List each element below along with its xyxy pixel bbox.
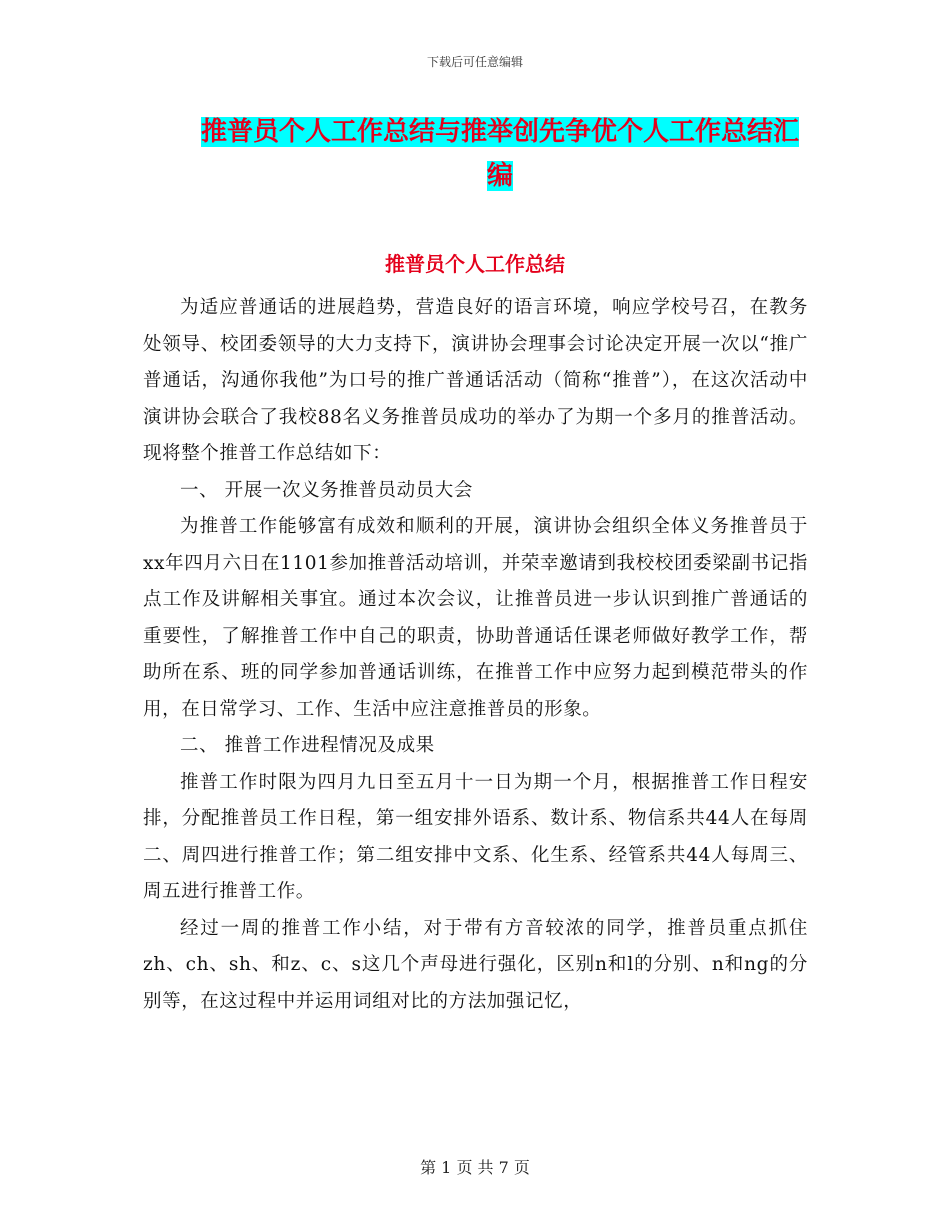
paragraph: 推普工作时限为四月九日至五月十一日为期一个月，根据推普工作日程安排，分配推普员工作日程，第一组安排外语系、数计系、物信系共44人在每周二、周四进行推普工作；第二组安排中文系、化生系、经管系共44人每周三、周五进行推普工作。 [143,771,808,902]
paragraph: 二、 推普工作进程情况及成果 [180,735,435,756]
document-title-text: 推普员个人工作总结与推举创先争优个人工作总结汇编 [200,117,799,191]
paragraph: 经过一周的推普工作小结，对于带有方音较浓的同学，推普员重点抓住zh、ch、sh、和z、c、s这几个声母进行强化，区别n和l的分别、n和ng的分别等，在这过程中并运用词组对比的方法加强记忆， [143,917,808,1012]
paragraph: 一、 开展一次义务推普员动员大会 [180,479,473,501]
paragraph: 为推普工作能够富有成效和顺利的开展，演讲协会组织全体义务推普员于xx年四月六日在1101参加推普活动培训，并荣幸邀请到我校校团委梁副书记指点工作及讲解相关事宜。通过本次会议，让推普员进一步认识到推广普通话的重要性，了解推普工作中自己的职责，协助普通话任课老师做好教学工作，帮助所在系、班的同学参加普通话训练，在推普工作中应努力起到模范带头的作用，在日常学习、工作、生活中应注意推普员的形象。 [143,516,808,720]
page-header-note: 下载后可任意编辑 [426,55,523,69]
page-number-footer: 第 1 页 共 7 页 [420,1158,530,1177]
paragraph: 为适应普通话的进展趋势，营造良好的语言环境，响应学校号召，在教务处领导、校团委领导的大力支持下，演讲协会理事会讨论决定开展一次以“推广普通话，沟通你我他”为口号的推广普通话活动（简称“推普”），在这次活动中演讲协会联合了我校88名义务推普员成功的举办了为期一个多月的推普活动。现将整个推普工作总结如下： [143,297,808,464]
document-body [143,290,808,1020]
section-title: 推普员个人工作总结 [385,252,565,276]
document-title [190,110,810,198]
